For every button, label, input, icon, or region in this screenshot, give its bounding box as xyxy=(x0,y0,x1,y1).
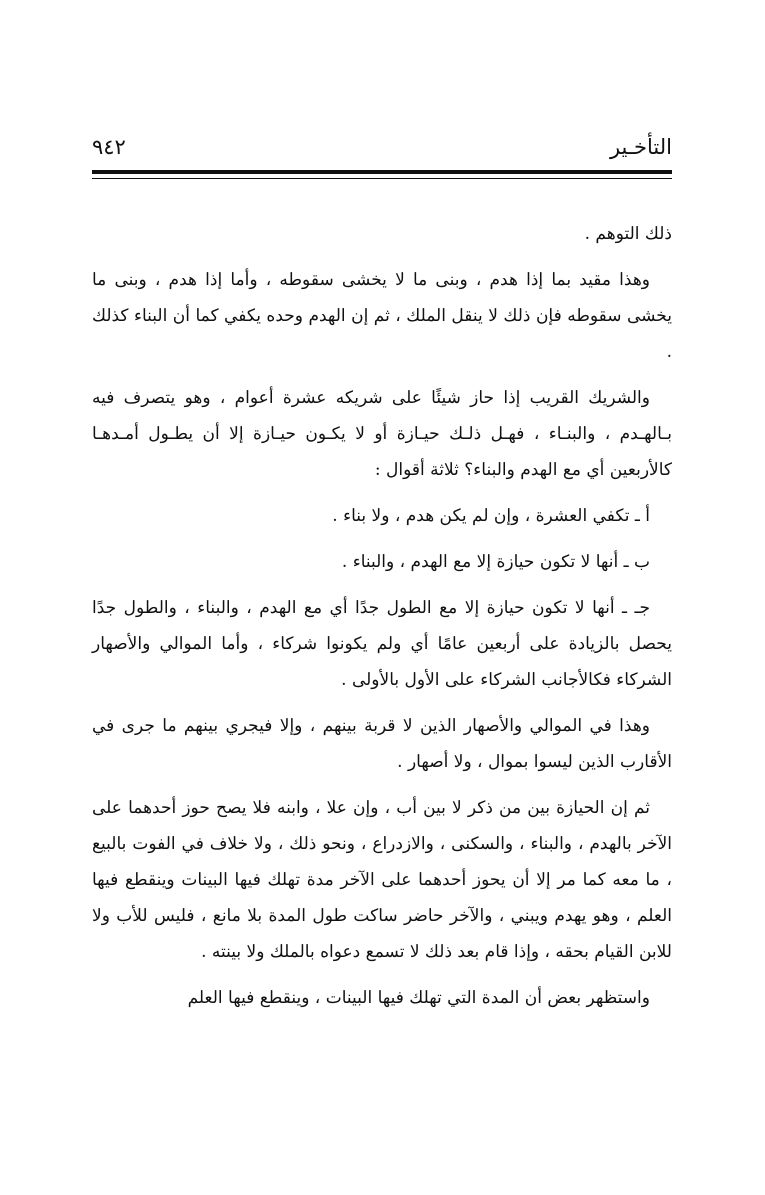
paragraph: واستظهر بعض أن المدة التي تهلك فيها البينات ، وينقطع فيها العلم xyxy=(187,988,650,1008)
paragraph: ذلك التوهم . xyxy=(584,224,672,244)
page-number: ٩٤٢ xyxy=(92,135,126,159)
page-header xyxy=(92,132,672,166)
list-item: ب ـ أنها لا تكون حيازة إلا مع الهدم ، والبناء . xyxy=(341,552,650,572)
header-rule-thin xyxy=(92,178,672,179)
paragraph: والشريك القريب إذا حاز شيئًا على شريكه عشرة أعوام ، وهو يتصرف فيه بـالهـدم ، والبنـاء ، فهـل ذلـك حيـازة أو لا يكـون حيـازة إلا أن يطـول أمـدهـا كالأربعين أي مع الهدم والبناء؟ ثلاثة أقوال : xyxy=(92,388,672,480)
paragraph: وهذا مقيد بما إذا هدم ، وبنى ما لا يخشى سقوطه ، وأما إذا هدم ، وبنى ما يخشى سقوطه فإن ذلك لا ينقل الملك ، ثم إن الهدم وحده يكفي كما أن البناء كذلك . xyxy=(92,270,672,362)
paragraph: وهذا في الموالي والأصهار الذين لا قربة بينهم ، وإلا فيجري بينهم ما جرى في الأقارب الذين ليسوا بموال ، ولا أصهار . xyxy=(92,716,672,772)
list-item: أ ـ تكفي العشرة ، وإن لم يكن هدم ، ولا بناء . xyxy=(332,506,650,526)
paragraph: ثم إن الحيازة بين من ذكر لا بين أب ، وإن علا ، وابنه فلا يصح حوز أحدهما على الآخر بالهدم ، والبناء ، والسكنى ، والازدراع ، ونحو ذلك ، ولا خلاف في الفوت بالبيع ، ما معه كما مر إلا أن يحوز أحدهما على الآخر مدة تهلك فيها البينات وينقطع فيها العلم ، وهو يهدم ويبني ، والآخر حاضر ساكت طول المدة بلا مانع ، فليس للأب ولا للابن القيام بحقه ، وإذا قام بعد ذلك لا تسمع دعواه بالملك ولا بينته . xyxy=(92,798,672,962)
list-item: جـ ـ أنها لا تكون حيازة إلا مع الطول جدًا أي مع الهدم ، والبناء ، والطول جدًا يحصل بالزيادة على أربعين عامًا أي ولم يكونوا شركاء ، وأما الموالي والأصهار الشركاء فكالأجانب الشركاء على الأول بالأولى . xyxy=(92,598,672,690)
body-text xyxy=(92,216,672,1026)
header-rule-thick xyxy=(92,170,672,174)
chapter-title: التأخـير xyxy=(609,135,672,159)
